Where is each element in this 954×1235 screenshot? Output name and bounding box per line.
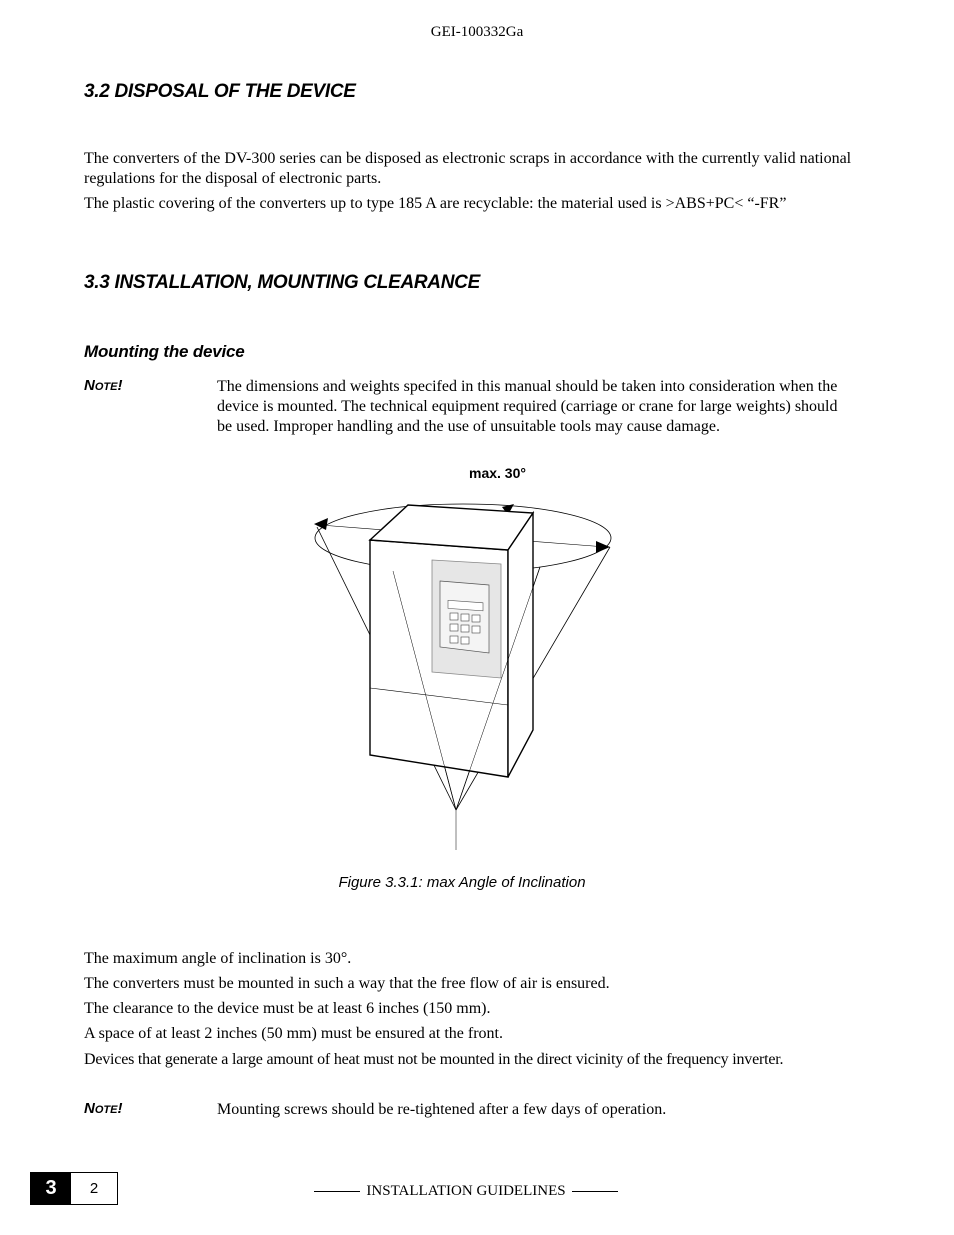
footer-title-text: INSTALLATION GUIDELINES xyxy=(366,1183,566,1199)
inclination-figure xyxy=(300,495,630,855)
body-line-4: A space of at least 2 inches (50 mm) must be ensured at the front. xyxy=(84,1025,503,1042)
note-label: Note! xyxy=(84,377,123,394)
footer-rule-left xyxy=(314,1191,360,1192)
device-side-face xyxy=(508,513,533,777)
body-line-5: Devices that generate a large amount of heat must not be mounted in the direct vicinity of the frequency inverter. xyxy=(84,1051,784,1068)
section-3-3-title: 3.3 INSTALLATION, MOUNTING CLEARANCE xyxy=(84,272,480,293)
section-3-2-paragraph-1: The converters of the DV-300 series can be disposed as electronic scraps in accordance with the currently valid national regulations for the disposal of electronic parts. xyxy=(84,150,852,187)
subsection-title: Mounting the device xyxy=(84,342,245,361)
body-line-3: The clearance to the device must be at least 6 inches (150 mm). xyxy=(84,1000,491,1017)
figure-caption: Figure 3.3.1: max Angle of Inclination xyxy=(338,874,586,891)
footer-rule-right xyxy=(572,1191,618,1192)
note-text-2: Mounting screws should be re-tightened after a few days of operation. xyxy=(217,1101,667,1118)
note-text: The dimensions and weights specifed in this manual should be taken into consideration when the device is mounted. The technical equipment required (carriage or crane for large weights) should be used. Improper handling and the use of unsuitable tools may cause damage. xyxy=(217,378,838,435)
body-line-2: The converters must be mounted in such a way that the free flow of air is ensured. xyxy=(84,975,610,992)
note-label-2: Note! xyxy=(84,1100,123,1117)
section-3-2-title: 3.2 DISPOSAL OF THE DEVICE xyxy=(84,81,356,102)
chapter-number: 3 xyxy=(31,1173,71,1204)
chapter-page-box xyxy=(30,1172,118,1205)
body-line-1: The maximum angle of inclination is 30°. xyxy=(84,950,352,967)
page-number: 2 xyxy=(89,1180,99,1197)
footer-title xyxy=(308,1183,624,1200)
angle-label: max. 30° xyxy=(469,465,526,481)
document-id: GEI-100332Ga xyxy=(430,24,524,40)
section-3-2-paragraph-2: The plastic covering of the converters up to type 185 A are recyclable: the material used is >ABS+PC< “-FR” xyxy=(84,195,787,212)
